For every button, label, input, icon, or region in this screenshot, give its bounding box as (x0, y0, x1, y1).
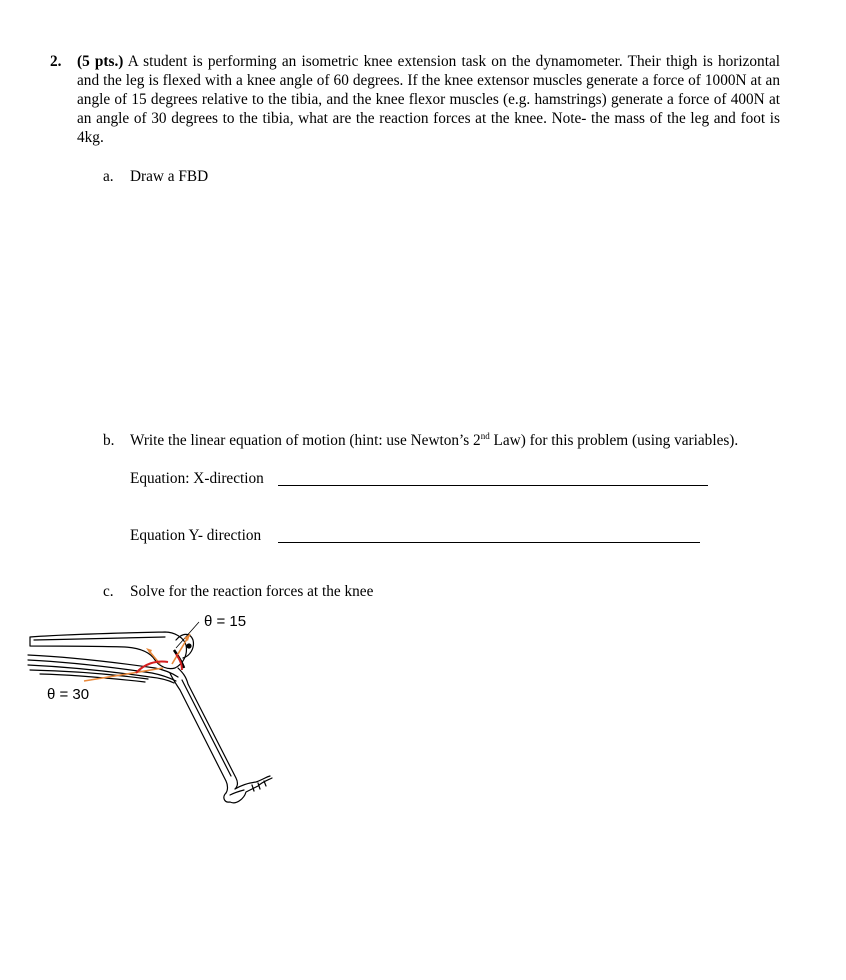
theta-extensor-label: θ = 15 (204, 613, 247, 630)
part-c-text: Solve for the reaction forces at the knee (130, 583, 374, 600)
femur-line (34, 637, 165, 640)
part-b-superscript: nd (480, 430, 490, 441)
problem-number: 2. (50, 53, 62, 70)
problem-text: A student is performing an isometric knee extension task on the dynamometer. Their thigh is horizontal and the leg is flexed with a knee angle of 60 degrees. If the knee extensor muscles generate a force of 1000N at an angle of 15 degrees relative to the tibia, and the knee flexor muscles (e.g. hamstrings) generate a force of 400N at an angle of 30 degrees to the tibia, what are the reaction forces at the knee. Note- the mass of the leg and foot is 4kg. (77, 53, 780, 146)
part-b-text-after: Law) for this problem (using variables). (489, 432, 739, 449)
problem-points: (5 pts.) (77, 53, 124, 70)
equation-x-label: Equation: X-direction (130, 470, 264, 487)
part-a-letter: a. (103, 168, 114, 185)
theta-flexor-label: θ = 30 (47, 686, 90, 703)
equation-y-label: Equation Y- direction (130, 527, 262, 544)
part-b-letter: b. (103, 432, 115, 449)
part-a-text: Draw a FBD (130, 168, 209, 185)
part-c-letter: c. (103, 583, 114, 600)
part-b-text-before: Write the linear equation of motion (hint: use Newton’s 2 (130, 432, 481, 449)
